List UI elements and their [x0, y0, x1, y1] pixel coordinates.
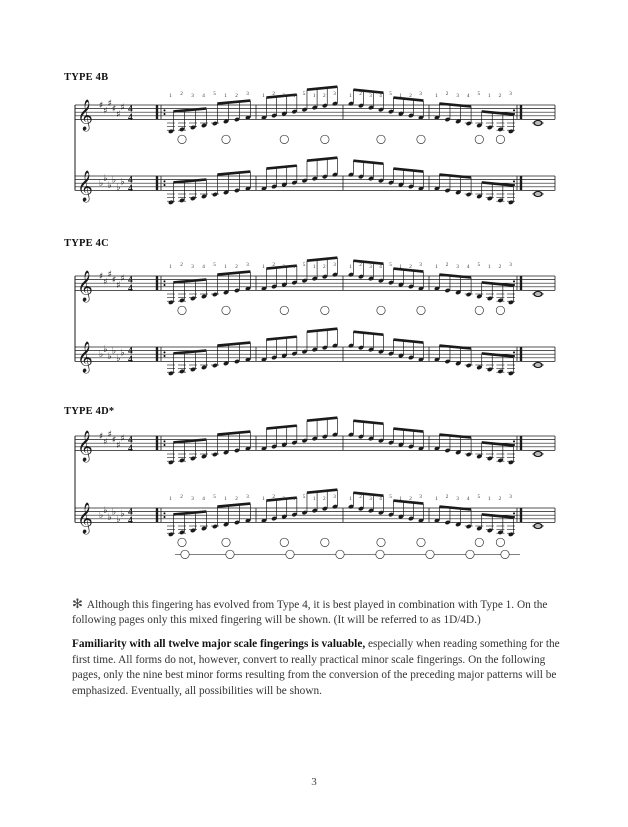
fingering-digit: 1 — [224, 264, 227, 270]
footnote — [72, 596, 572, 628]
note-beam — [439, 507, 471, 510]
sharp-icon: ♯ — [116, 281, 121, 291]
repeat-dot — [164, 109, 166, 111]
fingering-digit: 3 — [509, 91, 512, 97]
thumb-marker-icon — [280, 538, 288, 546]
fingering-digit: 5 — [477, 91, 481, 97]
sharp-icon: ♯ — [111, 104, 117, 115]
thumb-marker-icon — [417, 135, 425, 143]
fingering-digit: 3 — [333, 262, 336, 268]
fingering-digit: 5 — [389, 494, 392, 500]
note-beam — [307, 490, 337, 493]
thumb-marker-icon — [475, 135, 483, 143]
thumb-marker-icon — [417, 306, 425, 314]
repeat-dot — [164, 351, 166, 353]
fingering-digit: 1 — [169, 496, 172, 502]
treble-clef-icon: 𝄞 — [77, 341, 93, 373]
note-beam — [307, 258, 337, 261]
sharp-icon: ♯ — [116, 441, 121, 451]
fingering-digit: 3 — [456, 93, 459, 99]
fingering-digit: 3 — [191, 496, 194, 502]
fingering-digit: 3 — [369, 496, 372, 502]
fingering-digit: 1 — [435, 93, 438, 99]
fingering-digit: 4 — [202, 93, 205, 99]
time-signature-top: 4 — [128, 507, 133, 518]
thumb-marker-icon — [321, 306, 329, 314]
fingering-digit: 2 — [359, 494, 362, 500]
note-beam — [393, 169, 423, 172]
fingering-digit: 1 — [262, 93, 265, 99]
fingering-digit: 1 — [435, 264, 438, 270]
score-system — [75, 87, 555, 205]
repeat-dot — [164, 113, 166, 115]
flat-icon: ♭ — [103, 505, 108, 516]
fingering-digit: 2 — [272, 494, 275, 500]
thumb-marker-icon — [417, 538, 425, 546]
type-4d-heading: TYPE 4D* — [64, 406, 115, 417]
fingering-digit: 5 — [389, 91, 392, 97]
thumb-marker-icon — [222, 306, 230, 314]
page-number: 3 — [311, 776, 317, 788]
flat-icon: ♭ — [99, 511, 104, 522]
time-signature-bottom: 4 — [128, 183, 133, 194]
thumb-marker-icon — [178, 306, 186, 314]
note-beam — [217, 272, 250, 275]
sharp-icon: ♯ — [103, 437, 108, 448]
fingering-digit: 3 — [419, 494, 422, 500]
type-4d-score — [0, 418, 628, 568]
flat-icon: ♭ — [103, 173, 108, 184]
flat-icon: ♭ — [120, 177, 125, 188]
fingering-digit: 4 — [379, 93, 382, 99]
fingering-digit: 2 — [272, 91, 275, 97]
fingering-digit: 2 — [359, 262, 362, 268]
fingering-digit: 2 — [323, 496, 326, 502]
fingering-digit: 3 — [456, 264, 459, 270]
paragraph-text: especially when reading something for the first time. All forms do not, however, convert to really practical minor scale fingerings. On the following pages, only the nine best minor forms resulting from the conversion of the preceding major patterns will be emphasized. Eventually, all possibilities will be shown. — [72, 638, 560, 697]
time-signature-top: 4 — [128, 104, 133, 115]
time-signature-bottom: 4 — [128, 443, 133, 454]
repeat-dot — [164, 280, 166, 282]
fingering-digit: 3 — [509, 494, 512, 500]
fingering-digit: 5 — [213, 494, 216, 500]
thumb-marker-icon — [226, 550, 234, 558]
fingering-digit: 2 — [235, 93, 238, 99]
fingering-digit: 1 — [399, 264, 402, 270]
repeat-dot — [513, 180, 515, 182]
thumb-marker-icon — [426, 550, 434, 558]
fingering-digit: 1 — [399, 496, 402, 502]
fingering-digit: 2 — [409, 264, 412, 270]
flat-icon: ♭ — [107, 513, 112, 523]
thumb-marker-icon — [222, 538, 230, 546]
flat-icon: ♭ — [107, 352, 112, 362]
flat-icon: ♭ — [107, 181, 112, 191]
fingering-digit: 3 — [191, 264, 194, 270]
fingering-digit: 1 — [488, 496, 491, 502]
time-signature-bottom: 4 — [128, 515, 133, 526]
note-beam — [439, 275, 471, 278]
treble-clef-icon: 𝄞 — [77, 270, 93, 302]
paragraph-bold-lead: Familiarity with all twelve major scale fingerings is valuable, — [72, 638, 366, 650]
flat-icon: ♭ — [111, 507, 117, 518]
thumb-marker-icon — [496, 135, 504, 143]
fingering-digit: 4 — [202, 264, 205, 270]
type-4c-score — [0, 250, 628, 385]
fingering-digit: 4 — [466, 496, 470, 502]
fingering-digit: 1 — [349, 264, 352, 270]
repeat-dot — [164, 355, 166, 357]
fingering-digit: 1 — [399, 93, 402, 99]
fingering-digit: 1 — [262, 496, 265, 502]
fingering-digit: 3 — [282, 93, 286, 99]
fingering-digit: 2 — [498, 496, 502, 502]
fingering-digit: 2 — [180, 262, 183, 268]
flat-icon: ♭ — [99, 350, 104, 361]
fingering-digit: 2 — [445, 91, 449, 97]
note-beam — [217, 172, 250, 175]
sharp-icon: ♯ — [99, 432, 104, 442]
note-beam — [439, 346, 471, 349]
sharp-icon: ♯ — [120, 433, 125, 444]
flat-icon: ♭ — [111, 175, 117, 186]
note-beam — [266, 166, 296, 169]
time-signature-top: 4 — [128, 175, 133, 186]
time-signature-top: 4 — [128, 435, 133, 446]
thumb-marker-icon — [496, 306, 504, 314]
fingering-digit: 1 — [169, 93, 172, 99]
repeat-dot — [164, 512, 166, 514]
fingering-digit: 2 — [498, 93, 502, 99]
thumb-marker-icon — [181, 550, 189, 558]
note-beam — [439, 104, 471, 107]
thumb-marker-icon — [178, 538, 186, 546]
time-signature-top: 4 — [128, 346, 133, 357]
fingering-digit: 2 — [180, 91, 183, 97]
fingering-digit: 4 — [379, 496, 382, 502]
type-4b-heading: TYPE 4B — [64, 72, 109, 83]
sharp-icon: ♯ — [116, 110, 121, 120]
thumb-marker-icon — [377, 306, 385, 314]
note-beam — [439, 175, 471, 178]
repeat-dot — [164, 284, 166, 286]
fingering-digit: 2 — [323, 264, 326, 270]
sharp-icon: ♯ — [120, 102, 125, 113]
note-beam — [266, 426, 296, 429]
score-system — [75, 258, 555, 376]
sharp-icon: ♯ — [103, 106, 108, 117]
fingering-digit: 1 — [224, 496, 227, 502]
fingering-digit: 3 — [419, 91, 422, 97]
type-4c-heading: TYPE 4C — [64, 238, 109, 249]
note-beam — [353, 332, 383, 335]
fingering-digit: 2 — [359, 91, 362, 97]
fingering-digit: 3 — [369, 264, 372, 270]
repeat-dot — [164, 184, 166, 186]
flat-icon: ♭ — [116, 182, 121, 193]
note-beam — [307, 329, 337, 332]
flat-icon: ♭ — [116, 353, 121, 364]
note-beam — [393, 340, 423, 343]
repeat-dot — [164, 440, 166, 442]
fingering-digit: 5 — [302, 262, 306, 268]
repeat-dot — [164, 516, 166, 518]
flat-icon: ♭ — [111, 346, 117, 357]
sharp-icon: ♯ — [99, 272, 104, 282]
flat-icon: ♭ — [99, 179, 104, 190]
fingering-digit: 2 — [272, 262, 275, 268]
fingering-digit: 1 — [349, 93, 352, 99]
footnote-asterisk: ✻ — [72, 596, 83, 611]
fingering-digit: 3 — [456, 496, 459, 502]
fingering-digit: 3 — [282, 496, 286, 502]
treble-clef-icon: 𝄞 — [77, 430, 93, 462]
fingering-digit: 5 — [302, 494, 306, 500]
treble-clef-icon: 𝄞 — [77, 170, 93, 202]
thumb-marker-icon — [336, 550, 344, 558]
fingering-digit: 2 — [409, 496, 412, 502]
fingering-digit: 4 — [379, 264, 382, 270]
fingering-digit: 3 — [246, 494, 249, 500]
note-beam — [266, 337, 296, 340]
thumb-marker-icon — [376, 550, 384, 558]
fingering-digit: 5 — [389, 262, 392, 268]
fingering-digit: 2 — [445, 494, 449, 500]
fingering-digit: 4 — [292, 264, 296, 270]
fingering-digit: 2 — [323, 93, 326, 99]
flat-icon: ♭ — [120, 348, 125, 359]
fingering-digit: 4 — [466, 93, 470, 99]
thumb-marker-icon — [496, 538, 504, 546]
time-signature-top: 4 — [128, 275, 133, 286]
repeat-dot — [513, 440, 515, 442]
fingering-digit: 1 — [262, 264, 265, 270]
fingering-digit: 5 — [477, 494, 481, 500]
fingering-digit: 3 — [369, 93, 372, 99]
fingering-digit: 1 — [169, 264, 172, 270]
note-beam — [217, 504, 250, 507]
fingering-digit: 4 — [202, 496, 205, 502]
fingering-digit: 1 — [312, 496, 316, 502]
note-beam — [439, 435, 471, 438]
thumb-marker-icon — [377, 135, 385, 143]
time-signature-bottom: 4 — [128, 283, 133, 294]
note-beam — [307, 158, 337, 161]
thumb-marker-icon — [321, 135, 329, 143]
score-system — [75, 418, 555, 559]
note-beam — [353, 161, 383, 164]
fingering-digit: 3 — [246, 262, 249, 268]
fingering-digit: 3 — [246, 91, 249, 97]
sharp-icon: ♯ — [111, 275, 117, 286]
fingering-digit: 5 — [213, 262, 216, 268]
sharp-icon: ♯ — [103, 277, 108, 288]
type-4b-score — [0, 88, 628, 223]
repeat-dot — [513, 512, 515, 514]
thumb-marker-icon — [501, 550, 509, 558]
note-beam — [217, 343, 250, 346]
fingering-digit: 1 — [312, 264, 316, 270]
fingering-digit: 3 — [509, 262, 512, 268]
repeat-dot — [164, 444, 166, 446]
repeat-dot — [513, 109, 515, 111]
note-beam — [307, 418, 337, 421]
thumb-marker-icon — [222, 135, 230, 143]
thumb-marker-icon — [475, 306, 483, 314]
fingering-digit: 5 — [477, 262, 481, 268]
thumb-marker-icon — [280, 135, 288, 143]
treble-clef-icon: 𝄞 — [77, 502, 93, 534]
fingering-digit: 1 — [488, 264, 491, 270]
fingering-digit: 3 — [333, 494, 336, 500]
repeat-dot — [164, 180, 166, 182]
fingering-digit: 4 — [466, 264, 470, 270]
sharp-icon: ♯ — [107, 270, 112, 281]
sharp-icon: ♯ — [120, 273, 125, 284]
note-beam — [217, 101, 250, 104]
thumb-marker-icon — [321, 538, 329, 546]
sharp-icon: ♯ — [107, 99, 112, 110]
fingering-digit: 1 — [435, 496, 438, 502]
sharp-icon: ♯ — [99, 101, 104, 111]
treble-clef-icon: 𝄞 — [77, 99, 93, 131]
fingering-digit: 1 — [488, 93, 491, 99]
repeat-dot — [513, 351, 515, 353]
note-beam — [393, 429, 423, 432]
fingering-digit: 1 — [312, 93, 316, 99]
repeat-dot — [513, 280, 515, 282]
fingering-digit: 2 — [180, 494, 183, 500]
fingering-digit: 3 — [191, 93, 194, 99]
fingering-digit: 4 — [292, 93, 296, 99]
thumb-marker-icon — [286, 550, 294, 558]
thumb-marker-icon — [280, 306, 288, 314]
fingering-digit: 3 — [333, 91, 336, 97]
note-beam — [307, 87, 337, 90]
note-beam — [353, 421, 383, 424]
fingering-digit: 5 — [213, 91, 216, 97]
fingering-digit: 2 — [409, 93, 412, 99]
fingering-digit: 2 — [235, 496, 238, 502]
sharp-icon: ♯ — [107, 430, 112, 441]
flat-icon: ♭ — [116, 514, 121, 525]
thumb-marker-icon — [475, 538, 483, 546]
body-paragraph — [72, 637, 572, 699]
sharp-icon: ♯ — [111, 435, 117, 446]
footnote-text: Although this fingering has evolved from Type 4, it is best played in combination with Type 1. On the following pages only this mixed fingering will be shown. (It will be referred to as 1D/4D.) — [72, 599, 548, 626]
flat-icon: ♭ — [120, 509, 125, 520]
thumb-marker-icon — [178, 135, 186, 143]
time-signature-bottom: 4 — [128, 112, 133, 123]
fingering-digit: 1 — [349, 496, 352, 502]
note-beam — [217, 432, 250, 435]
fingering-digit: 1 — [224, 93, 227, 99]
flat-icon: ♭ — [103, 344, 108, 355]
fingering-digit: 3 — [419, 262, 422, 268]
fingering-digit: 2 — [445, 262, 449, 268]
fingering-digit: 3 — [282, 264, 286, 270]
thumb-marker-icon — [466, 550, 474, 558]
fingering-digit: 2 — [498, 264, 502, 270]
fingering-digit: 4 — [292, 496, 296, 502]
thumb-marker-icon — [377, 538, 385, 546]
time-signature-bottom: 4 — [128, 354, 133, 365]
fingering-digit: 2 — [235, 264, 238, 270]
fingering-digit: 5 — [302, 91, 306, 97]
